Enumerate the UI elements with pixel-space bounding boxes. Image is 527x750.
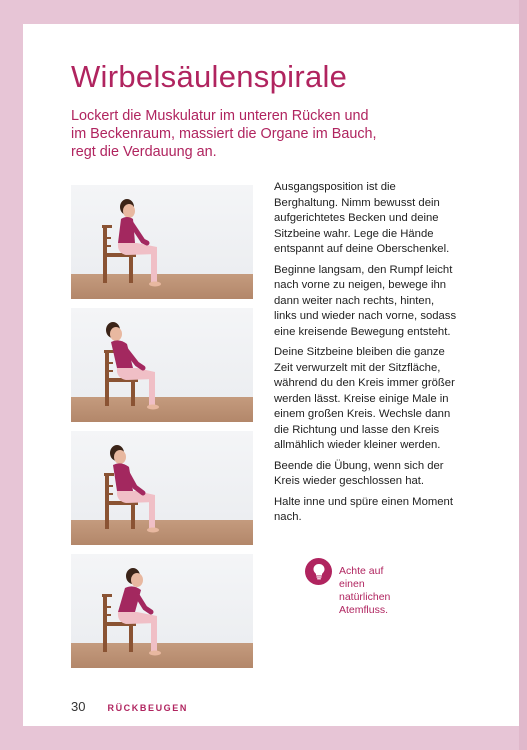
- page-title: Wirbelsäulenspirale: [71, 59, 348, 94]
- photo-step-1: [71, 185, 253, 299]
- lightbulb-icon: [305, 558, 332, 585]
- photo-step-3: [71, 431, 253, 545]
- instruction-paragraph: Beginne langsam, den Rumpf leicht nach vorne zu neigen, bewege ihn dann weiter nach rechts, hinten, links und wieder nach vorne, sodass eine kreisende Bewegung entsteht.: [274, 263, 457, 338]
- page: [23, 24, 519, 726]
- woman: [118, 568, 161, 656]
- instruction-paragraph: Ausgangsposition ist die Berghaltung. Nimm bewusst dein aufgerichtetes Becken und deine Sitzbeine wahr. Lege die Hände entspannt auf deine Oberschenkel.: [274, 181, 450, 255]
- photo-step-4: [71, 554, 253, 668]
- tip-text: Achte auf einen natürlichen Atemfluss.: [339, 565, 391, 616]
- subtitle: Lockert die Muskulatur im unteren Rücken und im Beckenraum, massiert die Organe im Bauch, regt die Verdauung an.: [71, 108, 377, 160]
- footer: [71, 699, 188, 714]
- instructions: [274, 180, 457, 531]
- photo-step-2: [71, 308, 253, 422]
- tip-box: [305, 558, 409, 617]
- instruction-paragraph: Halte inne und spüre einen Moment nach.: [274, 495, 453, 523]
- instruction-paragraph: Beende die Übung, wenn sich der Kreis wieder geschlossen hat.: [274, 459, 444, 487]
- page-edge: [519, 0, 527, 750]
- page-number: 30: [71, 699, 86, 714]
- section-label: RÜCKBEUGEN: [107, 703, 188, 713]
- instruction-paragraph: Deine Sitzbeine bleiben die ganze Zeit verwurzelt mit der Sitzfläche, während du den Kreis immer größer werden lässt. Kreise einige Male in einem großen Kreis. Wechsle dann die Richtung und lasse den Kreis allmählich wieder kleiner werden.: [274, 346, 455, 451]
- woman: [118, 199, 161, 287]
